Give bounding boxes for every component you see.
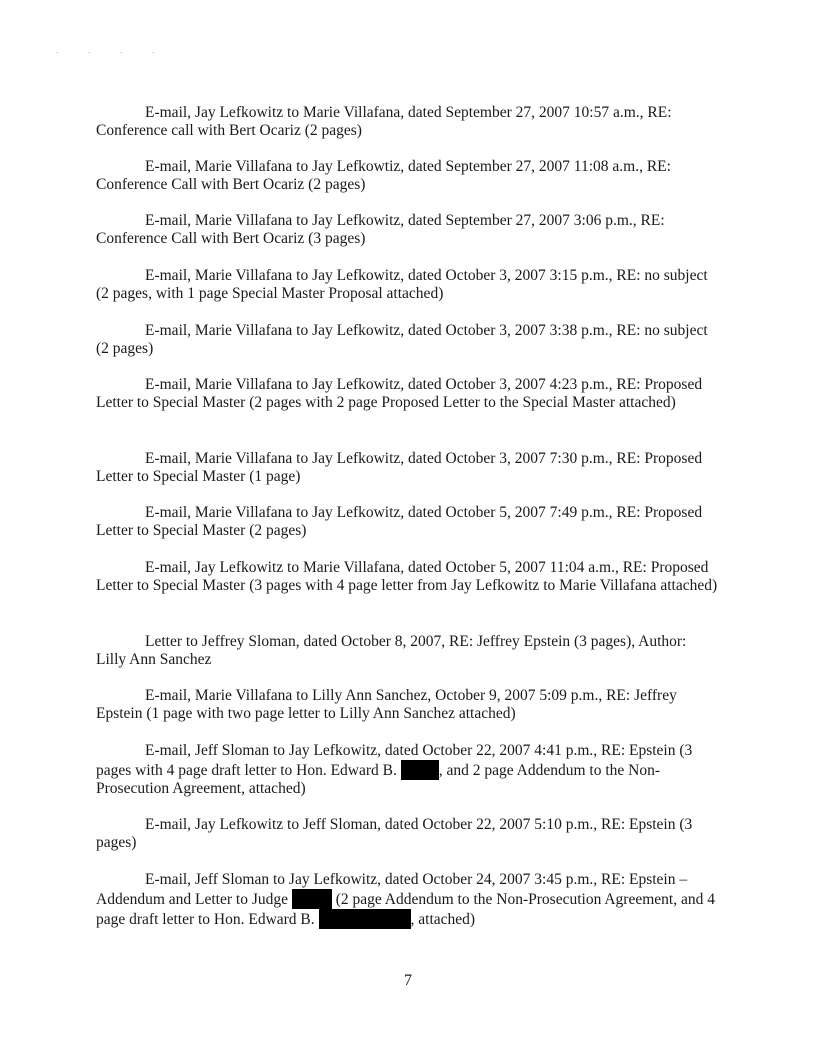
entry-text: E-mail, Jay Lefkowitz to Jeff Sloman, dated October 22, 2007 5:10 p.m., RE: Epstein (3 pages) [96,816,693,851]
redaction-block [401,760,439,780]
list-item [96,376,718,412]
entry-text: E-mail, Marie Villafana to Jay Lefkowitz, dated October 3, 2007 3:38 p.m., RE: no subject (2 pages) [96,322,708,357]
list-item [96,687,718,723]
entry-text: E-mail, Jay Lefkowitz to Marie Villafana, dated October 5, 2007 11:04 a.m., RE: Proposed Letter to Special Master (3 pages with 4 page letter from Jay Lefkowitz to Marie Villafana attached) [96,559,718,594]
entry-text: E-mail, Marie Villafana to Jay Lefkowitz, dated September 27, 2007 3:06 p.m., RE: Conference Call with Bert Ocariz (3 pages) [96,212,665,247]
redaction-block [319,909,411,929]
entry-text: E-mail, Marie Villafana to Jay Lefkowtiz, dated September 27, 2007 11:08 a.m., RE: Conference Call with Bert Ocariz (2 pages) [96,158,671,193]
list-item [96,559,718,595]
list-item [96,504,718,540]
list-item [96,742,718,798]
entry-text: , attached) [410,911,476,928]
list-item [96,104,718,140]
list-item [96,158,718,194]
entry-text: Letter to Jeffrey Sloman, dated October 8, 2007, RE: Jeffrey Epstein (3 pages), Author: Lilly Ann Sanchez [96,633,687,668]
page-number: 7 [404,972,412,989]
redaction-block [292,889,332,909]
entry-text: E-mail, Marie Villafana to Jay Lefkowitz, dated October 3, 2007 7:30 p.m., RE: Proposed Letter to Special Master (1 page) [96,450,703,485]
scan-marks: . . . . [56,46,168,55]
entry-text: E-mail, Marie Villafana to Jay Lefkowitz, dated October 3, 2007 3:15 p.m., RE: no subject (2 pages, with 1 page Special Master Proposal attached) [96,267,708,302]
entry-text: , and 2 page Addendum to the Non-Prosecution Agreement, attached) [96,762,661,797]
entry-text: E-mail, Marie Villafana to Lilly Ann Sanchez, October 9, 2007 5:09 p.m., RE: Jeffrey Epstein (1 page with two page letter to Lilly Ann Sanchez attached) [96,687,677,722]
list-item [96,871,718,929]
entry-text: E-mail, Jay Lefkowitz to Marie Villafana, dated September 27, 2007 10:57 a.m., RE: Conference call with Bert Ocariz (2 pages) [96,104,672,139]
list-item [96,212,718,248]
list-item [96,816,718,852]
list-item [96,450,718,486]
entry-text: E-mail, Jeff Sloman to Jay Lefkowitz, dated October 22, 2007 4:41 p.m., RE: Epstein (3 pages with 4 page draft letter to Hon. Edward B. [96,742,693,779]
list-item [96,322,718,358]
entry-text: E-mail, Jeff Sloman to Jay Lefkowitz, dated October 24, 2007 3:45 p.m., RE: Epstein – Addendum and Letter to Judge [96,871,688,908]
entry-text: E-mail, Marie Villafana to Jay Lefkowitz, dated October 3, 2007 4:23 p.m., RE: Proposed Letter to Special Master (2 pages with 2 page Proposed Letter to the Special Master attached) [96,376,703,411]
entry-text: E-mail, Marie Villafana to Jay Lefkowitz, dated October 5, 2007 7:49 p.m., RE: Proposed Letter to Special Master (2 pages) [96,504,703,539]
list-item [96,267,718,303]
entry-text: (2 page Addendum to the Non-Prosecution Agreement, and 4 page draft letter to Hon. Edward B. [96,891,715,928]
list-item [96,633,718,669]
